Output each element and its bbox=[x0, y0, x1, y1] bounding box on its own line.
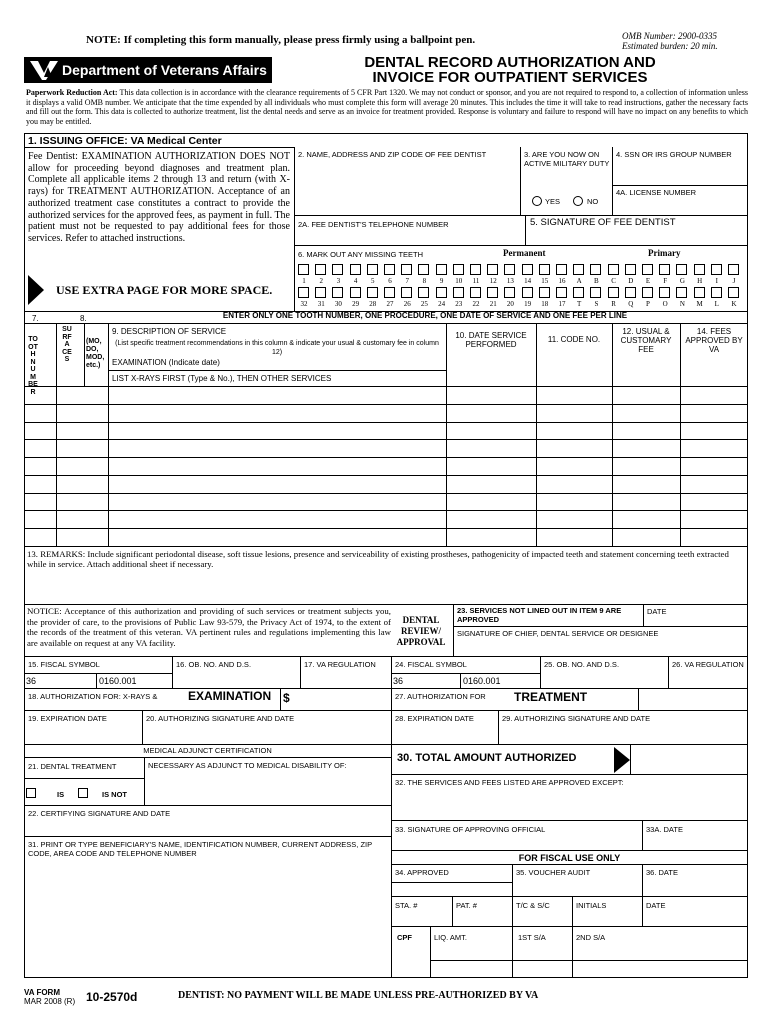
primary-label: Primary bbox=[648, 248, 681, 258]
table-row[interactable] bbox=[24, 439, 748, 457]
sta-label: STA. # bbox=[395, 901, 418, 910]
field-23-label: 23. SERVICES NOT LINED OUT IN ITEM 9 ARE APPROVED bbox=[457, 606, 622, 624]
fee-dentist-instructions: Fee Dentist: EXAMINATION AUTHORIZATION DOES NOT allow for proceeding beyond diagnoses and treatment plan. Complete all applicable items 2 through 13 and return (with X-rays) for TREATMENT AUTHORIZATION. Acceptance of an authorized treatment case constitutes a contract to provide the authorized services for the approved fees, as payment in full. The patient must not be requested to pay additional fees for those services. Refer to attached instructions. bbox=[28, 151, 290, 244]
tooth-checkbox-upper[interactable] bbox=[625, 264, 636, 275]
field-2-label: 2. NAME, ADDRESS AND ZIP CODE OF FEE DENTIST bbox=[298, 150, 487, 159]
remarks-label: 13. REMARKS: Include significant periodontal disease, soft tissue lesions, presence and serviceability of existing prostheses, pathogenicity of impacted teeth and statement concerning teeth extracted while in service. Attach additional sheet if necessary. bbox=[27, 549, 729, 569]
field-5-label: 5. SIGNATURE OF FEE DENTIST bbox=[530, 217, 676, 228]
field-6-label: 6. MARK OUT ANY MISSING TEETH bbox=[298, 250, 424, 259]
field-26-label: 26. VA REGULATION bbox=[672, 660, 744, 669]
tooth-number-upper: 1 bbox=[302, 277, 306, 285]
tcsc-label: T/C & S/C bbox=[516, 901, 550, 910]
initials-label: INITIALS bbox=[576, 901, 607, 910]
tooth-number-lower: 31 bbox=[317, 300, 325, 308]
paperwork-text: This data collection is in accordance with the clearance requirements of 5 CFR Part 1320. We may not conduct or sponsor, and you are not required to respond to, a collection of information unless it displays a valid OMB number. We anticipate that the time expended by all individuals who must complete this form will average 20 minutes. This includes the time it will take to read instructions, gather the necessary facts and fill out the form. This data is collected to authorize treatment, list the dental needs and serve as an invoice for treatment provided. Response is voluntary and failure to respond will have no impact on any benefits to which you may be entitled. bbox=[26, 88, 749, 126]
tooth-number-lower: R bbox=[611, 300, 616, 308]
tooth-number-lower: M bbox=[696, 300, 703, 308]
tooth-number-upper: 15 bbox=[541, 277, 549, 285]
tooth-number-upper: E bbox=[645, 277, 651, 285]
tooth-checkbox-lower[interactable] bbox=[659, 287, 670, 298]
tooth-number-lower: P bbox=[646, 300, 650, 308]
field-23-date-label: DATE bbox=[647, 607, 667, 616]
tooth-checkbox-lower[interactable] bbox=[401, 287, 412, 298]
issuing-office-title: 1. ISSUING OFFICE: VA Medical Center bbox=[28, 135, 222, 147]
field-34-label: 34. APPROVED bbox=[395, 868, 449, 877]
field-15-label: 15. FISCAL SYMBOL bbox=[28, 660, 100, 669]
tooth-number-lower: 23 bbox=[455, 300, 463, 308]
field-29-label: 29. AUTHORIZING SIGNATURE AND DATE bbox=[502, 714, 651, 723]
tooth-number-upper: 12 bbox=[489, 277, 497, 285]
col-12-header: 12. USUAL & CUSTOMARY FEE bbox=[620, 327, 672, 354]
is-not-checkbox[interactable] bbox=[78, 788, 88, 798]
tooth-number-lower: 18 bbox=[541, 300, 549, 308]
fiscal-use-label: FOR FISCAL USE ONLY bbox=[518, 853, 621, 863]
field-32-label: 32. THE SERVICES AND FEES LISTED ARE APPROVED EXCEPT: bbox=[395, 778, 624, 787]
tooth-checkbox-lower[interactable] bbox=[453, 287, 464, 298]
tooth-checkbox-upper[interactable] bbox=[728, 264, 739, 275]
tooth-number-lower: 21 bbox=[489, 300, 497, 308]
field-24-value: 36 bbox=[393, 676, 404, 686]
tooth-number-header: TOOTH NUMBER bbox=[28, 336, 38, 396]
col-10-header: 10. DATE SERVICE PERFORMED bbox=[455, 331, 527, 349]
tooth-checkbox-lower[interactable] bbox=[315, 287, 326, 298]
tooth-number-upper: H bbox=[697, 277, 703, 285]
tooth-checkbox-lower[interactable] bbox=[676, 287, 687, 298]
form-note: NOTE: If completing this form manually, please press firmly using a ballpoint pen. bbox=[86, 34, 476, 46]
tooth-number-lower: Q bbox=[628, 300, 634, 308]
tooth-number-lower: K bbox=[731, 300, 737, 308]
tooth-number-upper: I bbox=[715, 277, 718, 285]
field-4a-label: 4A. LICENSE NUMBER bbox=[616, 188, 697, 197]
tooth-checkbox-lower[interactable] bbox=[367, 287, 378, 298]
tooth-number-upper: D bbox=[628, 277, 634, 285]
tooth-checkbox-upper[interactable] bbox=[418, 264, 429, 275]
tooth-checkbox-upper[interactable] bbox=[367, 264, 378, 275]
tooth-number-lower: O bbox=[662, 300, 668, 308]
active-duty-yes-radio[interactable] bbox=[532, 196, 542, 206]
tooth-checkbox-upper[interactable] bbox=[384, 264, 395, 275]
col-7-label: 7. bbox=[32, 314, 39, 323]
field-30-label: 30. TOTAL AMOUNT AUTHORIZED bbox=[397, 752, 577, 764]
table-row[interactable] bbox=[24, 493, 748, 511]
field-25-label: 25. OB. NO. AND D.S. bbox=[544, 660, 620, 669]
omb-number: OMB Number: 2900-0335 bbox=[622, 31, 717, 41]
estimated-burden: Estimated burden: 20 min. bbox=[622, 41, 718, 51]
tooth-checkbox-upper[interactable] bbox=[642, 264, 653, 275]
tooth-number-upper: 8 bbox=[422, 277, 427, 285]
col-11-header: 11. CODE NO. bbox=[547, 335, 601, 344]
paperwork-label: Paperwork Reduction Act: bbox=[26, 88, 118, 97]
tooth-checkbox-lower[interactable] bbox=[504, 287, 515, 298]
table-row[interactable] bbox=[24, 475, 748, 493]
field-31-label: 31. PRINT OR TYPE BENEFICIARY'S NAME, IDENTIFICATION NUMBER, CURRENT ADDRESS, ZIP CODE, AREA CODE AND TELEPHONE NUMBER bbox=[28, 840, 372, 858]
tooth-checkbox-upper[interactable] bbox=[608, 264, 619, 275]
tooth-number-lower: 28 bbox=[369, 300, 377, 308]
tooth-number-upper: 7 bbox=[405, 277, 409, 285]
active-duty-no-radio[interactable] bbox=[573, 196, 583, 206]
tooth-checkbox-upper[interactable] bbox=[487, 264, 498, 275]
extra-page-notice: USE EXTRA PAGE FOR MORE SPACE. bbox=[56, 283, 273, 297]
tooth-number-upper: G bbox=[679, 277, 685, 285]
field-18-dollar: $ bbox=[283, 691, 290, 705]
field-23-signature-label: SIGNATURE OF CHIEF, DENTAL SERVICE OR DESIGNEE bbox=[457, 629, 659, 638]
tooth-checkbox-lower[interactable] bbox=[539, 287, 550, 298]
tooth-number-upper: J bbox=[732, 277, 736, 285]
tooth-number-lower: S bbox=[594, 300, 599, 308]
field-17-label: 17. VA REGULATION bbox=[304, 660, 376, 669]
tooth-checkbox-upper[interactable] bbox=[315, 264, 326, 275]
tooth-checkbox-lower[interactable] bbox=[522, 287, 533, 298]
tooth-number-lower: 19 bbox=[524, 300, 532, 308]
tooth-number-lower: 24 bbox=[438, 300, 446, 308]
tooth-checkbox-upper[interactable] bbox=[711, 264, 722, 275]
tooth-number-lower: 32 bbox=[300, 300, 308, 308]
field-19-label: 19. EXPIRATION DATE bbox=[28, 714, 107, 723]
tooth-number-upper: F bbox=[663, 277, 668, 285]
tooth-number-upper: 3 bbox=[336, 277, 341, 285]
yes-label: YES bbox=[545, 197, 561, 206]
tooth-checkbox-lower[interactable] bbox=[487, 287, 498, 298]
form-title-line1: DENTAL RECORD AUTHORIZATION AND bbox=[364, 54, 656, 71]
tooth-checkbox-lower[interactable] bbox=[332, 287, 343, 298]
field-2a-label: 2A. FEE DENTIST'S TELEPHONE NUMBER bbox=[298, 220, 449, 229]
arrow-right-icon bbox=[28, 275, 44, 305]
form-date: MAR 2008 (R) bbox=[24, 997, 76, 1006]
tooth-number-upper: 13 bbox=[506, 277, 514, 285]
tooth-checkbox-lower[interactable] bbox=[728, 287, 739, 298]
tooth-checkbox-upper[interactable] bbox=[556, 264, 567, 275]
dentist-name-address-field[interactable] bbox=[294, 147, 520, 215]
pat-label: PAT. # bbox=[456, 901, 477, 910]
tooth-checkbox-upper[interactable] bbox=[522, 264, 533, 275]
table-row[interactable] bbox=[24, 510, 748, 528]
is-checkbox[interactable] bbox=[26, 788, 36, 798]
tooth-number-upper: 16 bbox=[558, 277, 566, 285]
va-logo-icon bbox=[28, 59, 60, 81]
tooth-number-lower: 20 bbox=[506, 300, 514, 308]
field-21-necessary-label: NECESSARY AS ADJUNCT TO MEDICAL DISABILITY OF: bbox=[148, 761, 347, 770]
permanent-label: Permanent bbox=[503, 248, 546, 258]
tooth-number-lower: L bbox=[714, 300, 719, 308]
tooth-checkbox-upper[interactable] bbox=[470, 264, 481, 275]
tooth-number-lower: 30 bbox=[334, 300, 342, 308]
col-9-header: 9. DESCRIPTION OF SERVICE bbox=[112, 327, 227, 336]
field-27-label: 27. AUTHORIZATION FOR bbox=[395, 692, 486, 701]
field-35-label: 35. VOUCHER AUDIT bbox=[516, 868, 591, 877]
form-number: 10-2570d bbox=[86, 990, 138, 1004]
tooth-number-upper: 14 bbox=[524, 277, 532, 285]
tooth-checkbox-lower[interactable] bbox=[711, 287, 722, 298]
tooth-checkbox-upper[interactable] bbox=[350, 264, 361, 275]
field-33a-label: 33A. DATE bbox=[646, 825, 683, 834]
date-label: DATE bbox=[646, 901, 666, 910]
col-8-label: 8. bbox=[80, 314, 87, 323]
tooth-checkbox-lower[interactable] bbox=[590, 287, 601, 298]
tooth-checkbox-lower[interactable] bbox=[436, 287, 447, 298]
paperwork-reduction-act bbox=[26, 88, 748, 126]
mo-do-header: (MO, DO, MOD, etc.) bbox=[86, 338, 105, 369]
form-title-line2: INVOICE FOR OUTPATIENT SERVICES bbox=[372, 69, 648, 86]
payment-warning: DENTIST: NO PAYMENT WILL BE MADE UNLESS PRE-AUTHORIZED BY VA bbox=[178, 990, 539, 1001]
liq-amt-label: LIQ. AMT. bbox=[434, 933, 467, 942]
tooth-checkbox-upper[interactable] bbox=[573, 264, 584, 275]
first-sa-label: 1ST S/A bbox=[518, 933, 546, 942]
field-4-label: 4. SSN OR IRS GROUP NUMBER bbox=[616, 150, 732, 159]
tooth-number-lower: 27 bbox=[386, 300, 394, 308]
tooth-number-upper: 5 bbox=[371, 277, 375, 285]
services-instruction: ENTER ONLY ONE TOOTH NUMBER, ONE PROCEDURE, ONE DATE OF SERVICE AND ONE FEE PER LINE bbox=[222, 311, 628, 320]
tooth-checkbox-lower[interactable] bbox=[573, 287, 584, 298]
tooth-checkbox-lower[interactable] bbox=[470, 287, 481, 298]
tooth-number-lower: 25 bbox=[420, 300, 428, 308]
tooth-checkbox-upper[interactable] bbox=[401, 264, 412, 275]
table-row[interactable] bbox=[24, 404, 748, 422]
field-15-value: 36 bbox=[26, 676, 37, 686]
field-36-label: 36. DATE bbox=[646, 868, 678, 877]
tooth-number-upper: C bbox=[611, 277, 616, 285]
tooth-number-upper: 9 bbox=[439, 277, 444, 285]
field-16-label: 16. OB. NO. AND D.S. bbox=[176, 660, 252, 669]
tooth-number-lower: 22 bbox=[472, 300, 480, 308]
tooth-number-upper: 10 bbox=[455, 277, 463, 285]
tooth-checkbox-upper[interactable] bbox=[659, 264, 670, 275]
surfaces-header: SURFACES bbox=[62, 326, 72, 363]
tooth-checkbox-lower[interactable] bbox=[350, 287, 361, 298]
tooth-checkbox-upper[interactable] bbox=[676, 264, 687, 275]
tooth-checkbox-upper[interactable] bbox=[332, 264, 343, 275]
tooth-number-lower: 26 bbox=[403, 300, 411, 308]
field-22-label: 22. CERTIFYING SIGNATURE AND DATE bbox=[28, 809, 171, 818]
agency-banner bbox=[24, 57, 272, 83]
tooth-checkbox-lower[interactable] bbox=[384, 287, 395, 298]
medical-adjunct-cert-label: MEDICAL ADJUNCT CERTIFICATION bbox=[143, 746, 272, 755]
tooth-number-upper: B bbox=[594, 277, 599, 285]
table-row[interactable] bbox=[24, 457, 748, 475]
tooth-number-upper: 2 bbox=[319, 277, 323, 285]
is-label: IS bbox=[57, 790, 65, 799]
field-18-value: EXAMINATION bbox=[188, 689, 272, 703]
field-3-label: 3. ARE YOU NOW ON ACTIVE MILITARY DUTY bbox=[524, 150, 610, 168]
tooth-number-upper: 6 bbox=[388, 277, 392, 285]
tooth-checkbox-lower[interactable] bbox=[608, 287, 619, 298]
tooth-number-lower: T bbox=[577, 300, 582, 308]
teeth-chart bbox=[294, 258, 748, 310]
tooth-number-upper: 4 bbox=[353, 277, 358, 285]
examination-label: EXAMINATION (Indicate date) bbox=[112, 358, 220, 367]
is-not-label: IS NOT bbox=[102, 790, 128, 799]
col-9-subheader: (List specific treatment recommendations in this column & indicate your usual & customary fee in column 12) bbox=[115, 340, 439, 356]
va-form-label: VA FORM bbox=[24, 988, 60, 997]
privacy-notice: NOTICE: Acceptance of this authorization and providing of such services or treatment subjects you, the provider of care, to the provisions of Public Law 93-579, the Privacy Act of 1974, to the extent of the records of the treatment of this veteran. VA pertinent rules and regulations implementing this law are available on request at any VA facility. bbox=[27, 606, 391, 648]
table-row[interactable] bbox=[24, 422, 748, 440]
tooth-checkbox-lower[interactable] bbox=[298, 287, 309, 298]
remarks-field[interactable] bbox=[24, 546, 748, 604]
col-14-header: 14. FEES APPROVED BY VA bbox=[685, 327, 743, 354]
field-24-label: 24. FISCAL SYMBOL bbox=[395, 660, 467, 669]
field-28-label: 28. EXPIRATION DATE bbox=[395, 714, 474, 723]
field-15-value-2: 0160.001 bbox=[99, 676, 137, 686]
arrow-right-icon bbox=[614, 747, 630, 773]
tooth-checkbox-lower[interactable] bbox=[625, 287, 636, 298]
tooth-checkbox-upper[interactable] bbox=[694, 264, 705, 275]
tooth-checkbox-lower[interactable] bbox=[642, 287, 653, 298]
table-row[interactable] bbox=[24, 386, 748, 404]
tooth-number-lower: 29 bbox=[352, 300, 360, 308]
field-20-label: 20. AUTHORIZING SIGNATURE AND DATE bbox=[146, 714, 295, 723]
tooth-checkbox-upper[interactable] bbox=[453, 264, 464, 275]
field-27-value: TREATMENT bbox=[514, 690, 588, 704]
xrays-label: LIST X-RAYS FIRST (Type & No.), THEN OTHER SERVICES bbox=[112, 374, 332, 383]
tooth-number-upper: A bbox=[576, 277, 582, 285]
tooth-checkbox-upper[interactable] bbox=[504, 264, 515, 275]
tooth-checkbox-lower[interactable] bbox=[418, 287, 429, 298]
field-18-label: 18. AUTHORIZATION FOR: X-RAYS & bbox=[28, 692, 158, 701]
tooth-number-lower: N bbox=[679, 300, 685, 308]
tooth-number-upper: 11 bbox=[472, 277, 480, 285]
tooth-checkbox-lower[interactable] bbox=[694, 287, 705, 298]
dental-review-label: DENTAL REVIEW/ APPROVAL bbox=[396, 615, 446, 647]
tooth-checkbox-upper[interactable] bbox=[539, 264, 550, 275]
tooth-checkbox-upper[interactable] bbox=[436, 264, 447, 275]
tooth-checkbox-upper[interactable] bbox=[298, 264, 309, 275]
second-sa-label: 2ND S/A bbox=[576, 933, 606, 942]
no-label: NO bbox=[587, 197, 599, 206]
agency-name: Department of Veterans Affairs bbox=[62, 62, 267, 78]
table-row[interactable] bbox=[24, 528, 748, 546]
cpf-label: CPF bbox=[397, 933, 412, 942]
tooth-checkbox-upper[interactable] bbox=[590, 264, 601, 275]
tooth-checkbox-lower[interactable] bbox=[556, 287, 567, 298]
field-33-label: 33. SIGNATURE OF APPROVING OFFICIAL bbox=[395, 825, 546, 834]
tooth-number-lower: 17 bbox=[558, 300, 566, 308]
field-24-value-2: 0160.001 bbox=[463, 676, 501, 686]
field-21-label: 21. DENTAL TREATMENT bbox=[28, 762, 117, 771]
